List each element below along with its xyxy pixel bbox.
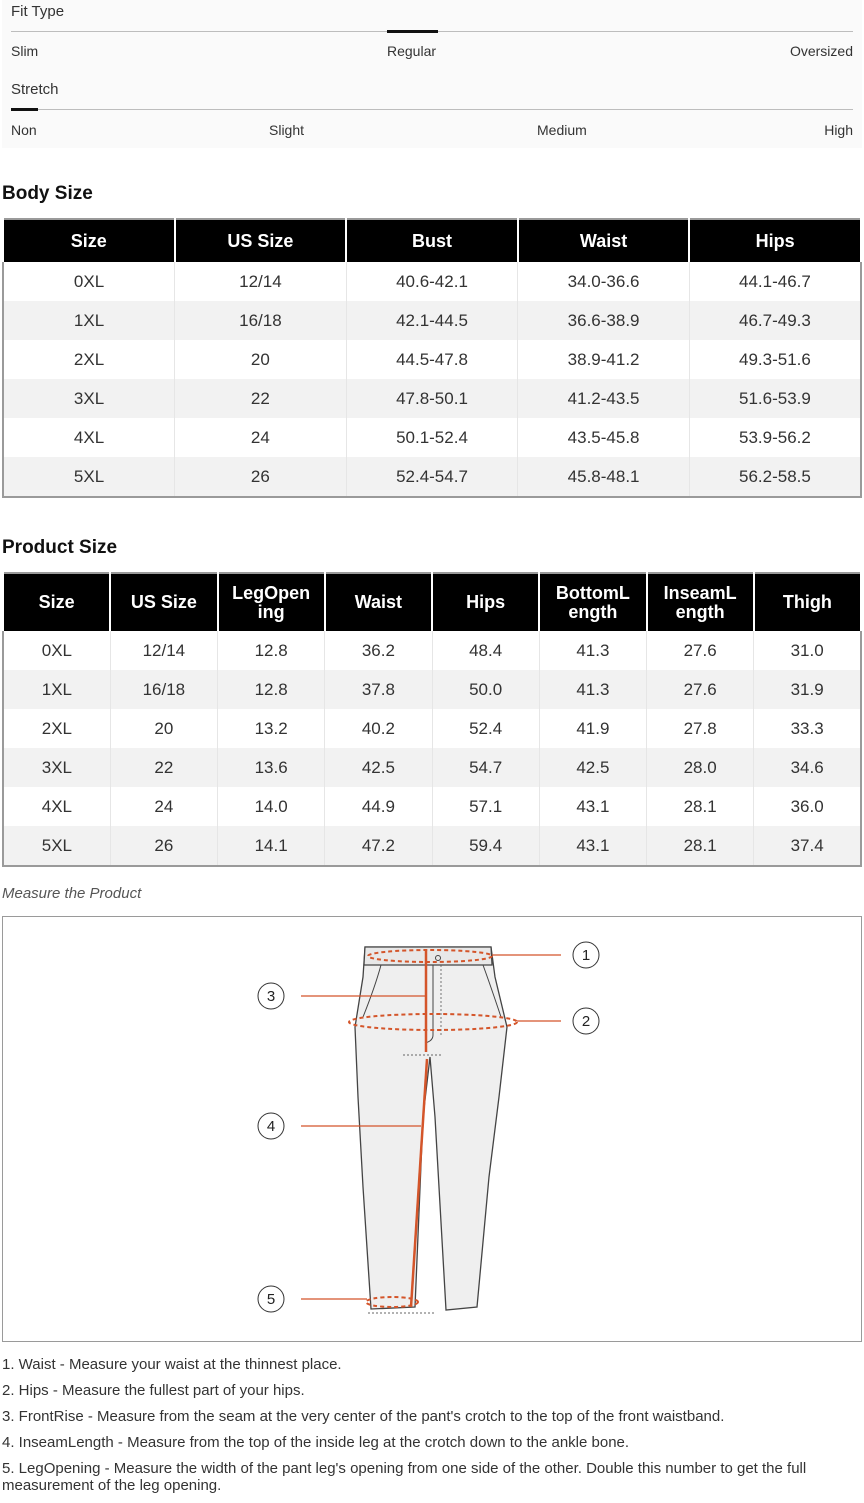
table-cell: 16/18	[175, 301, 347, 340]
table-cell: 0XL	[3, 262, 175, 301]
table-cell: 36.0	[754, 787, 861, 826]
table-header-row	[3, 573, 861, 631]
table-cell: 2XL	[3, 340, 175, 379]
table-cell: 47.8-50.1	[346, 379, 518, 418]
fit-type-title: Fit Type	[11, 3, 65, 20]
callout-1-number: 1	[581, 947, 591, 964]
table-cell: 40.6-42.1	[346, 262, 518, 301]
table-cell: 36.2	[325, 631, 432, 670]
table-cell: 45.8-48.1	[518, 457, 690, 497]
column-header-waist: Waist	[518, 219, 690, 262]
table-cell: 31.9	[754, 670, 861, 709]
stretch-option-slight: Slight	[269, 122, 305, 138]
callout-2-number: 2	[581, 1013, 591, 1030]
table-cell: 12/14	[175, 262, 347, 301]
table-cell: 14.0	[218, 787, 325, 826]
table-cell: 5XL	[3, 826, 110, 866]
column-header-hips: Hips	[689, 219, 861, 262]
column-header-us-size: US Size	[175, 219, 347, 262]
fit-type-marker	[387, 30, 438, 33]
table-cell: 13.2	[218, 709, 325, 748]
table-cell: 57.1	[432, 787, 539, 826]
table-cell: 14.1	[218, 826, 325, 866]
table-cell: 43.1	[539, 787, 646, 826]
stretch-option-high: High	[824, 122, 853, 138]
table-cell: 24	[175, 418, 347, 457]
table-row	[3, 301, 861, 340]
table-cell: 1XL	[3, 301, 175, 340]
table-cell: 5XL	[3, 457, 175, 497]
table-cell: 28.1	[647, 826, 754, 866]
stretch-option-medium: Medium	[537, 122, 587, 138]
table-cell: 31.0	[754, 631, 861, 670]
table-header-row	[3, 219, 861, 262]
table-cell: 52.4-54.7	[346, 457, 518, 497]
callout-4-number: 4	[266, 1118, 276, 1135]
table-cell: 22	[110, 748, 217, 787]
table-cell: 50.1-52.4	[346, 418, 518, 457]
table-cell: 46.7-49.3	[689, 301, 861, 340]
table-cell: 28.0	[647, 748, 754, 787]
table-cell: 4XL	[3, 787, 110, 826]
table-cell: 37.8	[325, 670, 432, 709]
table-cell: 12/14	[110, 631, 217, 670]
instruction-inseam-length: 4. InseamLength - Measure from the top of the inside leg at the crotch down to the ankle bone.	[2, 1434, 630, 1451]
table-cell: 41.3	[539, 631, 646, 670]
instruction-waist: 1. Waist - Measure your waist at the thinnest place.	[2, 1356, 342, 1373]
table-cell: 36.6-38.9	[518, 301, 690, 340]
table-cell: 41.2-43.5	[518, 379, 690, 418]
instruction-hips: 2. Hips - Measure the fullest part of your hips.	[2, 1382, 305, 1399]
table-row	[3, 748, 861, 787]
fit-option-oversized: Oversized	[789, 43, 853, 59]
measure-caption: Measure the Product	[2, 885, 142, 902]
instruction-front-rise: 3. FrontRise - Measure from the seam at the very center of the pant's crotch to the top of the front waistband.	[2, 1408, 725, 1425]
table-cell: 27.6	[647, 631, 754, 670]
stretch-marker	[11, 108, 38, 111]
table-cell: 20	[175, 340, 347, 379]
table-cell: 27.6	[647, 670, 754, 709]
callout-3-badge	[258, 983, 284, 1009]
table-cell: 51.6-53.9	[689, 379, 861, 418]
fit-stretch-panel	[2, 0, 862, 148]
table-row	[3, 670, 861, 709]
table-cell: 44.5-47.8	[346, 340, 518, 379]
table-cell: 0XL	[3, 631, 110, 670]
column-header-bust: Bust	[346, 219, 518, 262]
stretch-track	[11, 109, 853, 110]
table-cell: 54.7	[432, 748, 539, 787]
table-cell: 34.0-36.6	[518, 262, 690, 301]
product-size-title: Product Size	[2, 537, 118, 558]
table-row	[3, 340, 861, 379]
callout-1-badge	[573, 942, 599, 968]
table-cell: 1XL	[3, 670, 110, 709]
column-header-hips: Hips	[432, 573, 539, 631]
table-cell: 33.3	[754, 709, 861, 748]
table-row	[3, 826, 861, 866]
table-cell: 26	[175, 457, 347, 497]
pants-outline-icon	[355, 947, 507, 1310]
fit-option-slim: Slim	[11, 43, 39, 59]
table-cell: 2XL	[3, 709, 110, 748]
table-cell: 49.3-51.6	[689, 340, 861, 379]
table-cell: 42.5	[325, 748, 432, 787]
table-cell: 47.2	[325, 826, 432, 866]
table-cell: 48.4	[432, 631, 539, 670]
table-cell: 42.5	[539, 748, 646, 787]
table-row	[3, 787, 861, 826]
table-row	[3, 631, 861, 670]
column-header-leg-opening: LegOpen ing	[218, 573, 325, 631]
column-header-thigh: Thigh	[754, 573, 861, 631]
table-cell: 43.1	[539, 826, 646, 866]
table-cell: 34.6	[754, 748, 861, 787]
table-cell: 44.1-46.7	[689, 262, 861, 301]
column-header-bottom-length: BottomL ength	[539, 573, 646, 631]
measurement-diagram	[2, 916, 862, 1342]
table-cell: 13.6	[218, 748, 325, 787]
stretch-option-non: Non	[11, 122, 37, 138]
fit-option-regular: Regular	[387, 43, 437, 59]
instruction-leg-opening: 5. LegOpening - Measure the width of the pant leg's opening from one side of the other. Double this number to get the full measurement of the leg opening.	[2, 1460, 807, 1494]
callout-5-badge	[258, 1286, 284, 1312]
table-row	[3, 457, 861, 497]
table-cell: 12.8	[218, 670, 325, 709]
column-header-us-size: US Size	[110, 573, 217, 631]
table-cell: 12.8	[218, 631, 325, 670]
table-cell: 38.9-41.2	[518, 340, 690, 379]
pants-illustration	[3, 917, 861, 1341]
table-cell: 28.1	[647, 787, 754, 826]
callout-2-badge	[573, 1008, 599, 1034]
table-cell: 37.4	[754, 826, 861, 866]
table-cell: 4XL	[3, 418, 175, 457]
table-cell: 41.9	[539, 709, 646, 748]
column-header-size: Size	[3, 573, 110, 631]
table-cell: 20	[110, 709, 217, 748]
callout-4-badge	[258, 1113, 284, 1139]
table-row	[3, 262, 861, 301]
callout-5-number: 5	[266, 1291, 276, 1308]
table-cell: 40.2	[325, 709, 432, 748]
product-size-table	[2, 572, 862, 867]
callout-3-number: 3	[266, 988, 276, 1005]
body-size-title: Body Size	[2, 183, 93, 204]
column-header-inseam-length: InseamL ength	[647, 573, 754, 631]
column-header-size: Size	[3, 219, 175, 262]
table-cell: 50.0	[432, 670, 539, 709]
stretch-title: Stretch	[11, 81, 59, 98]
column-header-waist: Waist	[325, 573, 432, 631]
table-row	[3, 709, 861, 748]
table-cell: 24	[110, 787, 217, 826]
table-cell: 3XL	[3, 379, 175, 418]
table-cell: 16/18	[110, 670, 217, 709]
table-cell: 43.5-45.8	[518, 418, 690, 457]
table-row	[3, 418, 861, 457]
table-cell: 22	[175, 379, 347, 418]
measurement-instructions	[2, 1356, 852, 1503]
table-cell: 52.4	[432, 709, 539, 748]
table-cell: 3XL	[3, 748, 110, 787]
table-cell: 41.3	[539, 670, 646, 709]
table-cell: 44.9	[325, 787, 432, 826]
table-cell: 59.4	[432, 826, 539, 866]
table-cell: 27.8	[647, 709, 754, 748]
table-cell: 26	[110, 826, 217, 866]
body-size-table	[2, 218, 862, 498]
table-cell: 42.1-44.5	[346, 301, 518, 340]
table-cell: 53.9-56.2	[689, 418, 861, 457]
table-cell: 56.2-58.5	[689, 457, 861, 497]
table-row	[3, 379, 861, 418]
